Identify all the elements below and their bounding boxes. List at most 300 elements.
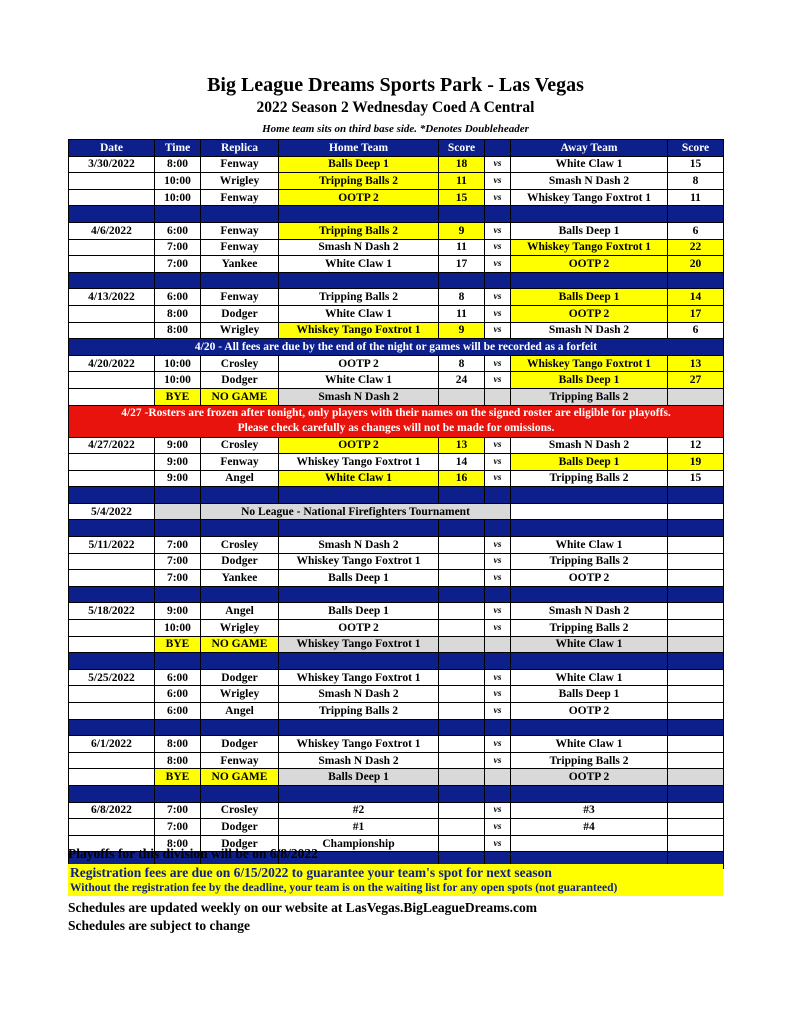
vs-label: vs <box>485 156 511 173</box>
replica-field: Fenway <box>201 222 279 239</box>
replica-field: Fenway <box>201 239 279 256</box>
away-score: 12 <box>668 437 724 454</box>
away-team: #4 <box>511 819 668 836</box>
separator-cell <box>485 206 511 223</box>
separator-cell <box>155 272 201 289</box>
away-team: OOTP 2 <box>511 703 668 720</box>
game-row <box>69 289 724 306</box>
bye-home-team: Whiskey Tango Foxtrot 1 <box>279 636 439 653</box>
game-time: 9:00 <box>155 437 201 454</box>
empty-cell <box>439 769 485 786</box>
home-team: White Claw 1 <box>279 305 439 322</box>
away-score <box>668 553 724 570</box>
separator-cell <box>201 719 279 736</box>
separator-cell <box>485 719 511 736</box>
separator-cell <box>485 586 511 603</box>
separator-cell <box>155 785 201 802</box>
vs-label: vs <box>485 322 511 339</box>
bye-label: BYE <box>155 636 201 653</box>
bye-label: BYE <box>155 388 201 405</box>
game-date <box>69 752 155 769</box>
game-time: 8:00 <box>155 322 201 339</box>
page-title: Big League Dreams Sports Park - Las Vegas <box>207 74 584 96</box>
game-row <box>69 437 724 454</box>
home-team: Smash N Dash 2 <box>279 752 439 769</box>
separator-cell <box>69 653 155 670</box>
game-date <box>69 470 155 487</box>
roster-alert-row <box>69 405 724 437</box>
home-team: Tripping Balls 2 <box>279 289 439 306</box>
separator-cell <box>511 785 668 802</box>
away-team: Balls Deep 1 <box>511 454 668 471</box>
home-team: OOTP 2 <box>279 620 439 637</box>
col-header-date: Date <box>69 140 155 157</box>
home-team: Smash N Dash 2 <box>279 239 439 256</box>
game-date <box>69 454 155 471</box>
home-score <box>439 703 485 720</box>
away-score <box>668 703 724 720</box>
home-team: #1 <box>279 819 439 836</box>
game-row <box>69 752 724 769</box>
home-score: 24 <box>439 372 485 389</box>
home-score: 11 <box>439 239 485 256</box>
home-score: 15 <box>439 189 485 206</box>
home-score <box>439 802 485 819</box>
away-score: 19 <box>668 454 724 471</box>
separator-cell <box>485 785 511 802</box>
game-time: 8:00 <box>155 305 201 322</box>
away-team: Whiskey Tango Foxtrot 1 <box>511 189 668 206</box>
empty-cell <box>155 503 201 520</box>
separator-cell <box>511 487 668 504</box>
replica-field: Fenway <box>201 752 279 769</box>
replica-field: Dodger <box>201 553 279 570</box>
game-date: 5/4/2022 <box>69 503 155 520</box>
fee-notice-text: 4/20 - All fees are due by the end of the night or games will be recorded as a forfeit <box>69 339 724 356</box>
separator-cell <box>485 272 511 289</box>
replica-field: Fenway <box>201 156 279 173</box>
separator-cell <box>279 653 439 670</box>
replica-field: Wrigley <box>201 686 279 703</box>
home-team: Whiskey Tango Foxtrot 1 <box>279 322 439 339</box>
game-row <box>69 686 724 703</box>
separator-cell <box>439 520 485 537</box>
game-time: 9:00 <box>155 454 201 471</box>
separator-cell <box>201 520 279 537</box>
game-time: 8:00 <box>155 736 201 753</box>
game-row <box>69 454 724 471</box>
away-score <box>668 537 724 554</box>
separator-cell <box>155 206 201 223</box>
away-team: White Claw 1 <box>511 537 668 554</box>
game-date <box>69 769 155 786</box>
week-separator-row <box>69 586 724 603</box>
away-score: 11 <box>668 189 724 206</box>
replica-field: Wrigley <box>201 322 279 339</box>
roster-alert-line-2: Please check carefully as changes will not be made for omissions. <box>237 422 555 434</box>
vs-label: vs <box>485 802 511 819</box>
game-date: 5/18/2022 <box>69 603 155 620</box>
replica-field: Yankee <box>201 256 279 273</box>
vs-label: vs <box>485 305 511 322</box>
separator-cell <box>69 520 155 537</box>
week-separator-row <box>69 719 724 736</box>
home-team: Balls Deep 1 <box>279 156 439 173</box>
game-row <box>69 819 724 836</box>
separator-cell <box>668 520 724 537</box>
no-league-text: No League - National Firefighters Tournament <box>201 503 511 520</box>
vs-label: vs <box>485 703 511 720</box>
vs-label: vs <box>485 620 511 637</box>
col-header-replica: Replica <box>201 140 279 157</box>
home-team: Tripping Balls 2 <box>279 703 439 720</box>
away-team: Smash N Dash 2 <box>511 437 668 454</box>
away-team: #3 <box>511 802 668 819</box>
game-date <box>69 636 155 653</box>
vs-label: vs <box>485 173 511 190</box>
separator-cell <box>668 719 724 736</box>
separator-cell <box>668 586 724 603</box>
away-team: Balls Deep 1 <box>511 372 668 389</box>
game-time: 8:00 <box>155 752 201 769</box>
away-score: 6 <box>668 322 724 339</box>
away-team: Whiskey Tango Foxtrot 1 <box>511 239 668 256</box>
game-row <box>69 355 724 372</box>
away-score: 15 <box>668 470 724 487</box>
empty-cell <box>511 503 668 520</box>
home-score: 18 <box>439 156 485 173</box>
playoffs-note: Playoffs for this division will be on 6/8/2022 <box>68 846 318 861</box>
game-row <box>69 736 724 753</box>
empty-cell <box>485 388 511 405</box>
roster-alert-cell <box>69 405 724 437</box>
bye-home-team: Balls Deep 1 <box>279 769 439 786</box>
game-time: 6:00 <box>155 686 201 703</box>
empty-cell <box>439 636 485 653</box>
replica-field: Crosley <box>201 537 279 554</box>
game-date: 4/13/2022 <box>69 289 155 306</box>
replica-field: Dodger <box>201 819 279 836</box>
separator-cell <box>279 719 439 736</box>
game-time: 10:00 <box>155 173 201 190</box>
table-header-row <box>69 140 724 157</box>
game-date: 4/6/2022 <box>69 222 155 239</box>
home-score: 14 <box>439 454 485 471</box>
separator-cell <box>439 487 485 504</box>
away-team: Smash N Dash 2 <box>511 603 668 620</box>
replica-field: Wrigley <box>201 173 279 190</box>
change-note: Schedules are subject to change <box>68 918 250 933</box>
separator-cell <box>69 487 155 504</box>
separator-cell <box>668 487 724 504</box>
home-team: Whiskey Tango Foxtrot 1 <box>279 454 439 471</box>
game-date <box>69 819 155 836</box>
home-score <box>439 669 485 686</box>
away-team: Smash N Dash 2 <box>511 322 668 339</box>
home-team: Balls Deep 1 <box>279 570 439 587</box>
replica-field: Fenway <box>201 189 279 206</box>
game-date: 5/11/2022 <box>69 537 155 554</box>
vs-label: vs <box>485 835 511 852</box>
home-team: White Claw 1 <box>279 256 439 273</box>
home-score: 17 <box>439 256 485 273</box>
schedule-note: Home team sits on third base side. *Denotes Doubleheader <box>262 123 529 135</box>
game-row <box>69 305 724 322</box>
game-date: 5/25/2022 <box>69 669 155 686</box>
home-score <box>439 819 485 836</box>
home-team: OOTP 2 <box>279 437 439 454</box>
home-score: 8 <box>439 355 485 372</box>
empty-cell <box>485 769 511 786</box>
empty-cell <box>668 769 724 786</box>
game-row <box>69 256 724 273</box>
col-header-home-score: Score <box>439 140 485 157</box>
game-time: 6:00 <box>155 669 201 686</box>
game-row <box>69 156 724 173</box>
away-team: OOTP 2 <box>511 256 668 273</box>
separator-cell <box>201 206 279 223</box>
replica-field: Dodger <box>201 669 279 686</box>
home-score <box>439 686 485 703</box>
week-separator-row <box>69 653 724 670</box>
home-team: Whiskey Tango Foxtrot 1 <box>279 669 439 686</box>
home-team: Smash N Dash 2 <box>279 537 439 554</box>
separator-cell <box>279 206 439 223</box>
vs-label: vs <box>485 437 511 454</box>
separator-cell <box>69 719 155 736</box>
replica-field: Wrigley <box>201 620 279 637</box>
separator-cell <box>201 487 279 504</box>
away-team: Balls Deep 1 <box>511 289 668 306</box>
away-score <box>668 835 724 852</box>
empty-cell <box>439 388 485 405</box>
separator-cell <box>511 653 668 670</box>
replica-field: Yankee <box>201 570 279 587</box>
bye-row <box>69 769 724 786</box>
away-score: 15 <box>668 156 724 173</box>
week-separator-row <box>69 487 724 504</box>
home-score: 11 <box>439 305 485 322</box>
vs-label: vs <box>485 256 511 273</box>
vs-label: vs <box>485 222 511 239</box>
home-score: 11 <box>439 173 485 190</box>
game-row <box>69 239 724 256</box>
col-header-away-team: Away Team <box>511 140 668 157</box>
game-date <box>69 322 155 339</box>
game-time: 9:00 <box>155 603 201 620</box>
away-team: OOTP 2 <box>511 305 668 322</box>
away-team: Tripping Balls 2 <box>511 553 668 570</box>
game-row <box>69 173 724 190</box>
separator-cell <box>201 785 279 802</box>
bye-away-team: White Claw 1 <box>511 636 668 653</box>
home-score <box>439 603 485 620</box>
vs-label: vs <box>485 189 511 206</box>
home-team: White Claw 1 <box>279 372 439 389</box>
game-time: 7:00 <box>155 239 201 256</box>
week-separator-row <box>69 785 724 802</box>
away-team <box>511 835 668 852</box>
replica-field: Angel <box>201 470 279 487</box>
separator-cell <box>439 272 485 289</box>
home-score <box>439 835 485 852</box>
game-time: 6:00 <box>155 222 201 239</box>
col-header-home-team: Home Team <box>279 140 439 157</box>
no-game-label: NO GAME <box>201 769 279 786</box>
separator-cell <box>279 785 439 802</box>
game-time: 7:00 <box>155 537 201 554</box>
game-row <box>69 703 724 720</box>
vs-label: vs <box>485 570 511 587</box>
home-team: Smash N Dash 2 <box>279 686 439 703</box>
game-time: 6:00 <box>155 703 201 720</box>
season-subtitle: 2022 Season 2 Wednesday Coed A Central <box>256 99 535 116</box>
separator-cell <box>155 487 201 504</box>
vs-label: vs <box>485 537 511 554</box>
separator-cell <box>485 487 511 504</box>
away-score <box>668 819 724 836</box>
fee-notice-row <box>69 339 724 356</box>
replica-field: Crosley <box>201 437 279 454</box>
game-date <box>69 553 155 570</box>
empty-cell <box>668 636 724 653</box>
game-date <box>69 388 155 405</box>
game-row <box>69 470 724 487</box>
col-header-time: Time <box>155 140 201 157</box>
vs-label: vs <box>485 470 511 487</box>
game-time: 7:00 <box>155 570 201 587</box>
game-row <box>69 669 724 686</box>
away-score: 6 <box>668 222 724 239</box>
game-date <box>69 703 155 720</box>
home-team: Balls Deep 1 <box>279 603 439 620</box>
home-score <box>439 752 485 769</box>
away-score <box>668 686 724 703</box>
vs-label: vs <box>485 603 511 620</box>
away-team: Tripping Balls 2 <box>511 470 668 487</box>
separator-cell <box>511 520 668 537</box>
away-score: 8 <box>668 173 724 190</box>
waiting-list-note: Without the registration fee by the deadline, your team is on the waiting list for any open spots (not guaranteed) <box>68 881 723 896</box>
no-game-label: NO GAME <box>201 636 279 653</box>
website-note: Schedules are updated weekly on our website at LasVegas.BigLeagueDreams.com <box>68 900 538 915</box>
game-time: 10:00 <box>155 355 201 372</box>
replica-field: Angel <box>201 703 279 720</box>
separator-cell <box>485 520 511 537</box>
vs-label: vs <box>485 239 511 256</box>
game-time: 7:00 <box>155 802 201 819</box>
replica-field: Dodger <box>201 835 279 852</box>
away-score <box>668 620 724 637</box>
away-score <box>668 802 724 819</box>
home-score <box>439 553 485 570</box>
game-row <box>69 222 724 239</box>
away-score: 22 <box>668 239 724 256</box>
away-team: White Claw 1 <box>511 156 668 173</box>
game-date: 6/1/2022 <box>69 736 155 753</box>
home-team: Championship <box>279 835 439 852</box>
replica-field: Fenway <box>201 454 279 471</box>
home-score: 13 <box>439 437 485 454</box>
home-score <box>439 736 485 753</box>
roster-alert-line-1: 4/27 -Rosters are frozen after tonight, only players with their names on the signed roster are eligible for playoffs. <box>121 407 671 419</box>
home-team: Whiskey Tango Foxtrot 1 <box>279 553 439 570</box>
replica-field: Angel <box>201 603 279 620</box>
separator-cell <box>201 653 279 670</box>
game-date <box>69 570 155 587</box>
home-team: Whiskey Tango Foxtrot 1 <box>279 736 439 753</box>
separator-cell <box>69 272 155 289</box>
game-time: 10:00 <box>155 189 201 206</box>
game-date <box>69 620 155 637</box>
game-row <box>69 189 724 206</box>
bye-row <box>69 636 724 653</box>
vs-label: vs <box>485 819 511 836</box>
week-separator-row <box>69 206 724 223</box>
schedule-table <box>68 139 724 869</box>
away-team: OOTP 2 <box>511 570 668 587</box>
separator-cell <box>439 586 485 603</box>
game-date: 4/27/2022 <box>69 437 155 454</box>
game-date <box>69 173 155 190</box>
game-time: 10:00 <box>155 620 201 637</box>
home-score <box>439 537 485 554</box>
game-date <box>69 239 155 256</box>
replica-field: Dodger <box>201 372 279 389</box>
away-score <box>668 603 724 620</box>
week-separator-row <box>69 520 724 537</box>
away-team: Smash N Dash 2 <box>511 173 668 190</box>
home-score <box>439 570 485 587</box>
vs-label: vs <box>485 289 511 306</box>
separator-cell <box>279 586 439 603</box>
empty-cell <box>485 636 511 653</box>
home-team: #2 <box>279 802 439 819</box>
away-team: Tripping Balls 2 <box>511 752 668 769</box>
game-time: 6:00 <box>155 289 201 306</box>
separator-cell <box>511 272 668 289</box>
game-row <box>69 372 724 389</box>
bye-away-team: OOTP 2 <box>511 769 668 786</box>
separator-cell <box>439 206 485 223</box>
separator-cell <box>511 586 668 603</box>
week-separator-row <box>69 272 724 289</box>
away-score: 27 <box>668 372 724 389</box>
game-time: 9:00 <box>155 470 201 487</box>
separator-cell <box>485 653 511 670</box>
vs-label: vs <box>485 355 511 372</box>
replica-field: Fenway <box>201 289 279 306</box>
game-row <box>69 620 724 637</box>
separator-cell <box>439 785 485 802</box>
game-date: 3/30/2022 <box>69 156 155 173</box>
vs-label: vs <box>485 669 511 686</box>
game-date <box>69 372 155 389</box>
separator-cell <box>69 785 155 802</box>
game-time: 7:00 <box>155 553 201 570</box>
separator-cell <box>155 520 201 537</box>
away-score <box>668 669 724 686</box>
home-score: 9 <box>439 222 485 239</box>
bye-away-team: Tripping Balls 2 <box>511 388 668 405</box>
registration-note: Registration fees are due on 6/15/2022 to guarantee your team's spot for next season <box>68 864 723 883</box>
separator-cell <box>511 206 668 223</box>
away-team: Balls Deep 1 <box>511 686 668 703</box>
bye-label: BYE <box>155 769 201 786</box>
vs-label: vs <box>485 553 511 570</box>
separator-cell <box>201 272 279 289</box>
game-time: 8:00 <box>155 156 201 173</box>
